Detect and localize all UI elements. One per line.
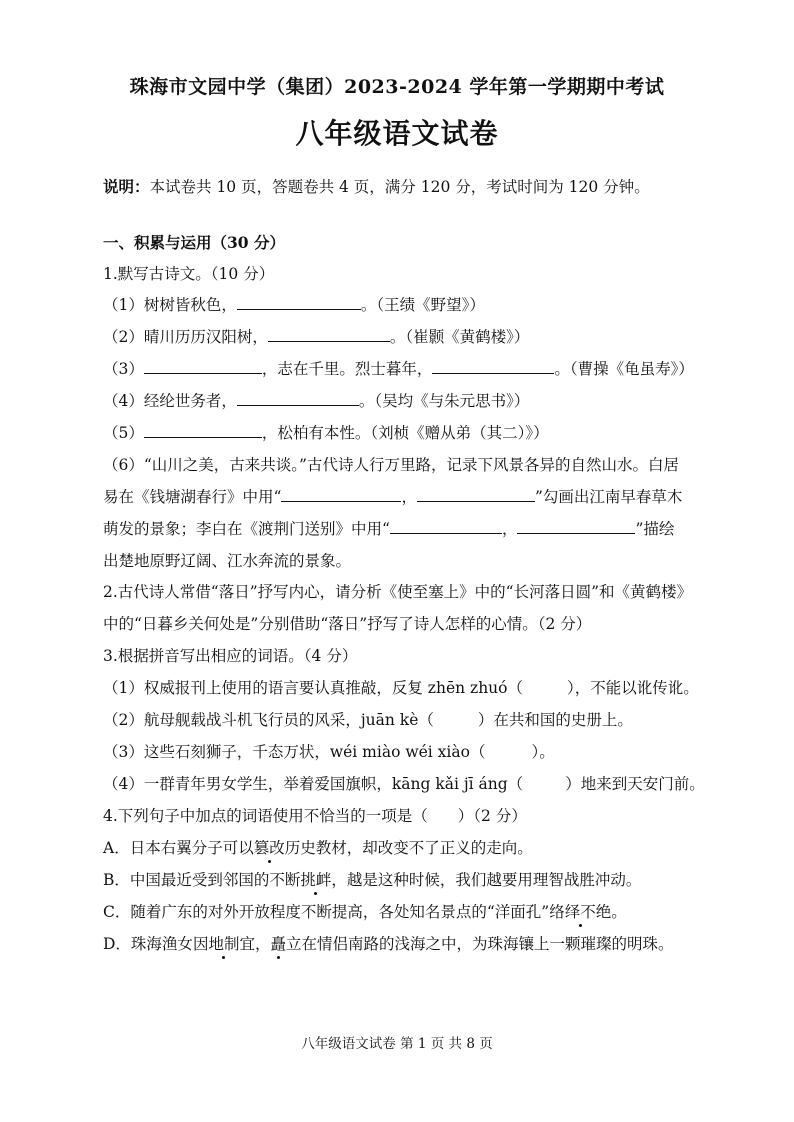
- q1-item-6-line-1: （6）“山川之美，古来共谈。”古代诗人行万里路，记录下风景各异的自然山水。白居: [103, 456, 679, 474]
- paper-title: 八年级语文试卷: [295, 117, 499, 150]
- q1-item-2-post: 。（崔颢《黄鹤楼》）: [389, 328, 530, 346]
- answer-blank[interactable]: [268, 327, 390, 342]
- answer-blank[interactable]: [432, 359, 554, 374]
- q3-item-3-pre: （3）这些石刻狮子，千态万状，wéi miào wéi xiào（: [103, 743, 486, 761]
- q1-item-3-mid: ，志在千里。烈士暮年，: [261, 360, 433, 378]
- q3-item-1-pre: （1）权威报刊上使用的语言要认真推敲，反复 zhēn zhuó（: [103, 679, 523, 697]
- answer-blank[interactable]: [281, 487, 401, 502]
- q1-item-1: [103, 293, 485, 315]
- dotted-word: 挑衅: [300, 868, 331, 890]
- q3-item-4: [103, 772, 705, 794]
- q4-stem-post: ）（2 分）: [457, 807, 527, 825]
- q4-option-c-pre: C．随着广东的对外开放程度不断提高，各处知名景点的“洋面孔”: [103, 903, 550, 921]
- q1-item-4-post: 。（吴均《与朱元思书》）: [358, 392, 530, 410]
- q1-item-6-line-2-pre: 易在《钱塘湖春行》中用“: [103, 488, 282, 506]
- q1-item-1-pre: （1）树树皆秋色，: [103, 296, 237, 314]
- q1-item-6-line-3-pre: 萌发的景象；李白在《渡荆门送别》中用“: [103, 520, 390, 538]
- section-heading: 一、积累与运用（30 分）: [103, 233, 285, 252]
- q4-option-d[interactable]: [103, 932, 674, 954]
- q4-option-d-mid: ，: [254, 935, 271, 953]
- answer-blank[interactable]: [390, 519, 502, 534]
- q4-option-d-pre: D．珠海渔女: [103, 935, 193, 953]
- school-exam-title: 珠海市文园中学（集团）2023-2024 学年第一学期期中考试: [129, 76, 665, 98]
- q4-option-a[interactable]: [103, 836, 533, 858]
- q4-option-b-pre: B．中国最近受到邻国的不断: [103, 871, 301, 889]
- q4-option-a-post: 历史教材，却改变不了正义的走向。: [284, 839, 533, 857]
- q1-item-6-line-4: 出楚地原野辽阔、江水奔流的景象。: [103, 552, 352, 570]
- q1-item-5-pre: （5）: [103, 424, 144, 442]
- q1-item-4-pre: （4）经纶世务者，: [103, 392, 237, 410]
- q1-item-3-post: 。（曹操《龟虽寿》）: [554, 360, 694, 378]
- q1-item-3: [103, 357, 694, 379]
- dotted-word: 篡改: [254, 836, 285, 858]
- q4-option-b[interactable]: [103, 868, 641, 890]
- page-footer: 八年级语文试卷 第 1 页 共 8 页: [301, 1036, 493, 1052]
- q1-item-2: [103, 325, 529, 347]
- q3-item-4-pre: （4）一群青年男女学生，举着爱国旗帜，kāng kǎi jī áng（: [103, 775, 524, 793]
- q2-line-2: 中的“日暮乡关何处是”分别借助“落日”抒写了诗人怎样的心情。（2 分）: [103, 615, 592, 633]
- q4-option-c-post: 。: [611, 903, 627, 921]
- q1-item-3-pre: （3）: [103, 360, 144, 378]
- answer-blank[interactable]: [517, 519, 635, 534]
- answer-blank[interactable]: [144, 423, 262, 438]
- q1-item-6-line-2: [103, 485, 682, 507]
- q1-item-6-line-3-mid: ，: [501, 520, 518, 538]
- q4-option-a-pre: A．日本右翼分子可以: [103, 839, 254, 857]
- q1-item-6-line-3-post: ”描绘: [635, 520, 675, 538]
- q3-item-2: [103, 708, 633, 730]
- q3-item-1-post: ），不能以讹传讹。: [567, 679, 699, 697]
- q1-stem: 1.默写古诗文。（10 分）: [103, 265, 275, 283]
- q1-item-6-line-2-post: ”勾画出江南早春草木: [534, 488, 683, 506]
- q4-option-d-post: 立在情侣南路的浅海之中，为珠海镶上一颗璀璨的明珠。: [285, 935, 674, 953]
- q3-item-2-pre: （2）航母舰载战斗机飞行员的风采，juān kè（: [103, 711, 434, 729]
- q1-item-1-post: 。（王绩《野望》）: [360, 296, 485, 314]
- dotted-word: 络绎不绝: [549, 900, 611, 922]
- q3-stem: 3.根据拼音写出相应的词语。（4 分）: [103, 647, 358, 665]
- notice-text: 本试卷共 10 页，答题卷共 4 页，满分 120 分，考试时间为 120 分钟。: [149, 178, 650, 196]
- q1-item-4: [103, 389, 529, 411]
- notice-line: [103, 175, 650, 197]
- q3-item-2-post: ）在共和国的史册上。: [477, 711, 633, 729]
- q1-item-6-line-2-mid: ，: [401, 488, 417, 506]
- q1-item-5-post: ，松柏有本性。（刘桢《赠从弟（其二）》）: [261, 424, 549, 442]
- q4-stem: [103, 804, 527, 826]
- dotted-word: 因地制宜: [193, 932, 255, 954]
- q3-item-3: [103, 740, 555, 762]
- answer-blank[interactable]: [417, 487, 535, 502]
- q1-item-2-pre: （2）晴川历历汉阳树，: [103, 328, 268, 346]
- answer-blank[interactable]: [144, 359, 262, 374]
- q3-item-4-post: ）地来到天安门前。: [565, 775, 705, 793]
- q1-item-6-line-3: [103, 517, 674, 539]
- q4-option-c[interactable]: [103, 900, 627, 922]
- q2-line-1: 2.古代诗人常借“落日”抒写内心，请分析《使至塞上》中的“长河落日圆”和《黄鹤楼》: [103, 583, 692, 601]
- q1-item-5: [103, 421, 549, 443]
- q4-option-b-post: ，越是这种时候，我们越要用理智战胜冲动。: [331, 871, 642, 889]
- notice-label: 说明：: [103, 177, 150, 196]
- q3-item-3-post: ）。: [531, 743, 555, 761]
- q3-item-1: [103, 676, 699, 698]
- dotted-word: 矗: [270, 932, 286, 954]
- q4-stem-pre: 4.下列句子中加点的词语使用不恰当的一项是（: [103, 807, 428, 825]
- answer-blank[interactable]: [237, 391, 359, 406]
- answer-blank[interactable]: [237, 295, 361, 310]
